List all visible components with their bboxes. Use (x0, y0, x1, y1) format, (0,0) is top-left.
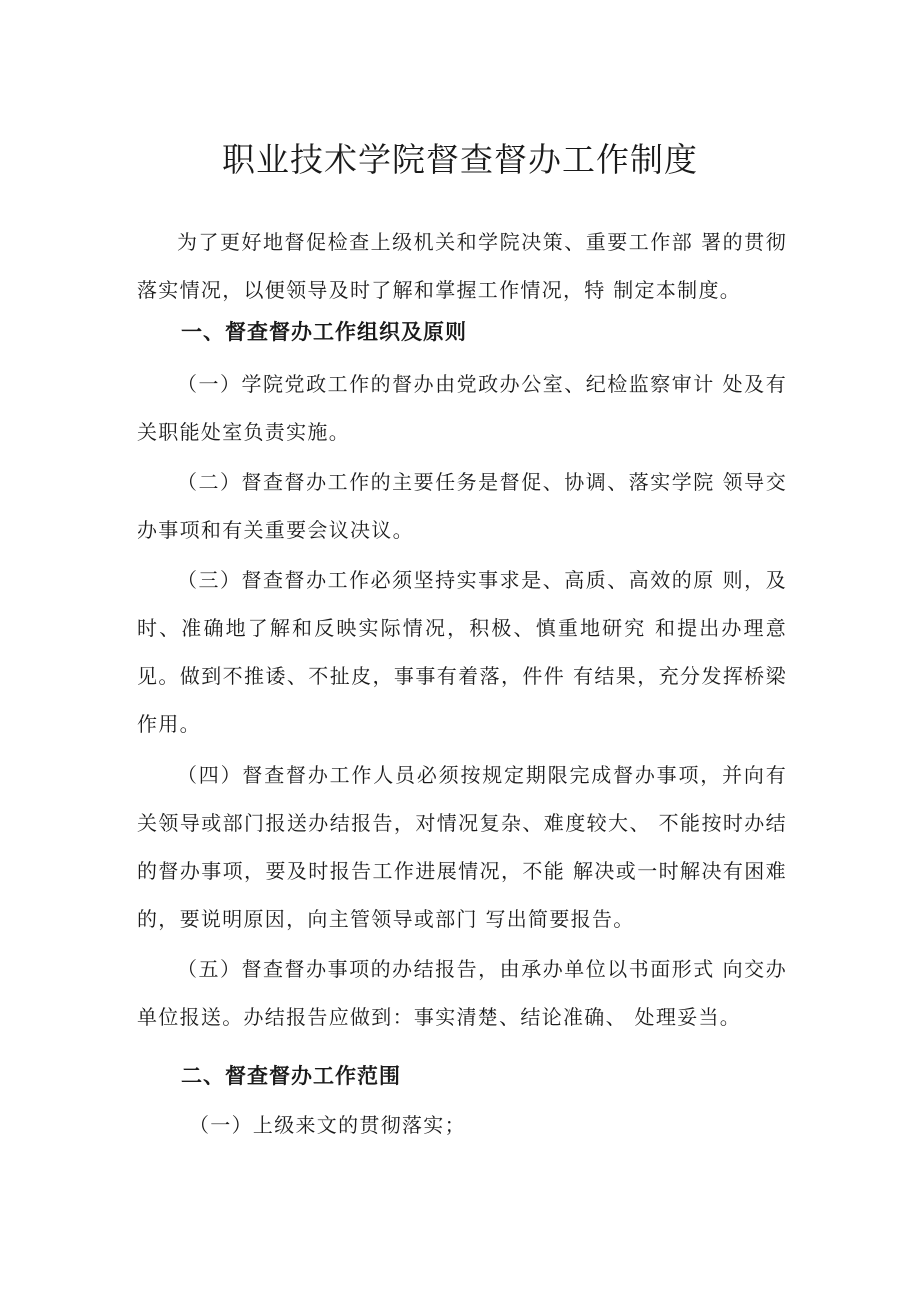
section-1-item-4: （四）督查督办工作人员必须按规定期限完成督办事项，并向有关领导或部门报送办结报告，对情况复杂、难度较大、 不能按时办结的督办事项，要及时报告工作进展情况，不能 解决或一时解决有困难的，要说明原因，向主管领导或部门 写出简要报告。 (137, 763, 787, 931)
section-1-item-3: （三）督查督办工作必须坚持实事求是、高质、高效的原 则，及时、准确地了解和反映实际情况，积极、慎重地研究 和提出办理意见。做到不推诿、不扯皮，事事有着落，件件 有结果，充分发挥桥梁作用。 (137, 568, 787, 736)
intro-paragraph: 为了更好地督促检查上级机关和学院决策、重要工作部 署的贯彻落实情况，以便领导及时了解和掌握工作情况，特 制定本制度。 (137, 230, 787, 302)
section-1-item-1: （一）学院党政工作的督办由党政办公室、纪检监察审计 处及有关职能处室负责实施。 (137, 372, 787, 444)
section-1-heading: 一、督查督办工作组织及原则 (181, 320, 467, 344)
document-title: 职业技术学院督查督办工作制度 (222, 140, 698, 179)
section-2-item-1: （一）上级来文的贯彻落实； (189, 1113, 466, 1137)
section-1-item-2: （二）督查督办工作的主要任务是督促、协调、落实学院 领导交办事项和有关重要会议决议。 (137, 470, 787, 542)
section-1-item-5: （五）督查督办事项的办结报告，由承办单位以书面形式 向交办单位报送。办结报告应做到：事实清楚、结论准确、 处理妥当。 (137, 957, 787, 1029)
section-2-heading: 二、督查督办工作范围 (181, 1064, 401, 1088)
